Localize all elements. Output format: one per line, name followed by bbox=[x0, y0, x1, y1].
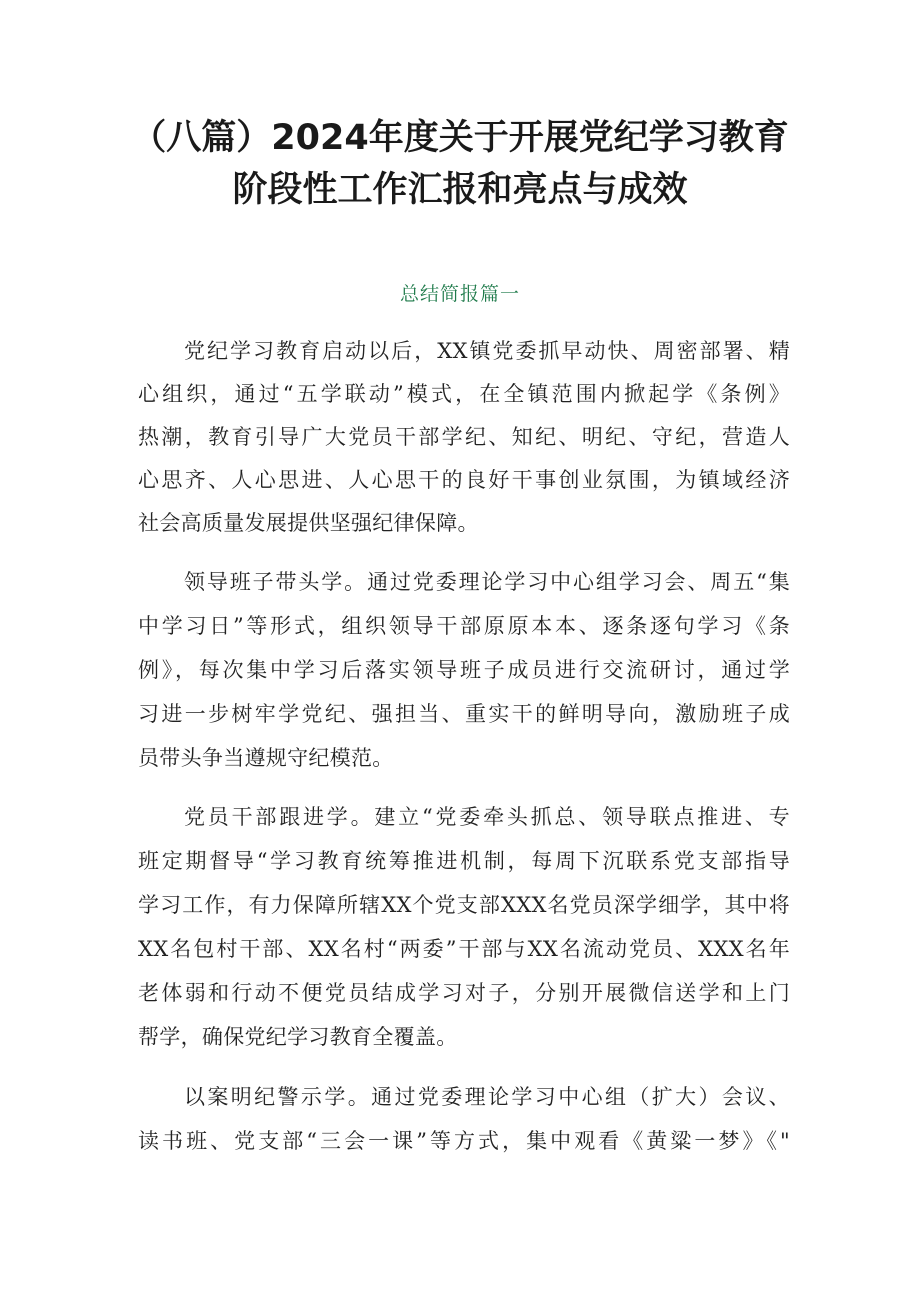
paragraph-2-line-3: 例》，每次集中学习后落实领导班子成员进行交流研讨，通过学 bbox=[138, 658, 790, 682]
paragraph-1-line-3: 热潮，教育引导广大党员干部学纪、知纪、明纪、守纪，营造人 bbox=[138, 425, 790, 449]
paragraph-1-line-1: 党纪学习教育启动以后，XX镇党委抓早动快、周密部署、精 bbox=[184, 339, 790, 363]
paragraph-1-line-2: 心组织，通过“五学联动”模式，在全镇范围内掀起学《条例》 bbox=[138, 382, 790, 406]
paragraph-1-line-5: 社会高质量发展提供坚强纪律保障。 bbox=[138, 511, 479, 535]
paragraph-3-line-6: 帮学，确保党纪学习教育全覆盖。 bbox=[138, 1025, 458, 1049]
paragraph-2-line-1: 领导班子带头学。通过党委理论学习中心组学习会、周五“集 bbox=[184, 570, 790, 594]
paragraph-1-line-4: 心思齐、人心思进、人心思干的良好干事创业氛围，为镇域经济 bbox=[138, 468, 790, 492]
paragraph-2-line-5: 员带头争当遵规守纪模范。 bbox=[138, 746, 394, 770]
paragraph-3-line-3: 学习工作，有力保障所辖XX个党支部XXX名党员深学细学，其中将 bbox=[138, 893, 790, 917]
paragraph-2-line-4: 习进一步树牢学党纪、强担当、重实干的鲜明导向，激励班子成 bbox=[138, 702, 790, 726]
document-title-line-1: （八篇）2024年度关于开展党纪学习教育 bbox=[131, 118, 789, 158]
paragraph-3-line-5: 老体弱和行动不便党员结成学习对子，分别开展微信送学和上门 bbox=[138, 981, 790, 1005]
paragraph-3-line-4: XX名包村干部、XX名村“两委”干部与XX名流动党员、XXX名年 bbox=[138, 937, 790, 961]
paragraph-3-line-1: 党员干部跟进学。建立“党委牵头抓总、领导联点推进、专 bbox=[184, 805, 790, 829]
section-heading: 总结简报篇一 bbox=[399, 283, 520, 305]
paragraph-2-line-2: 中学习日”等形式，组织领导干部原原本本、逐条逐句学习《条 bbox=[138, 614, 790, 638]
document-title-line-2: 阶段性工作汇报和亮点与成效 bbox=[232, 170, 688, 210]
paragraph-4-line-1: 以案明纪警示学。通过党委理论学习中心组（扩大）会议、 bbox=[184, 1085, 790, 1109]
paragraph-3-line-2: 班定期督导“学习教育统筹推进机制，每周下沉联系党支部指导 bbox=[138, 849, 790, 873]
paragraph-4-line-2: 读书班、党支部“三会一课”等方式，集中观看《黄粱一梦》《" bbox=[138, 1129, 790, 1153]
